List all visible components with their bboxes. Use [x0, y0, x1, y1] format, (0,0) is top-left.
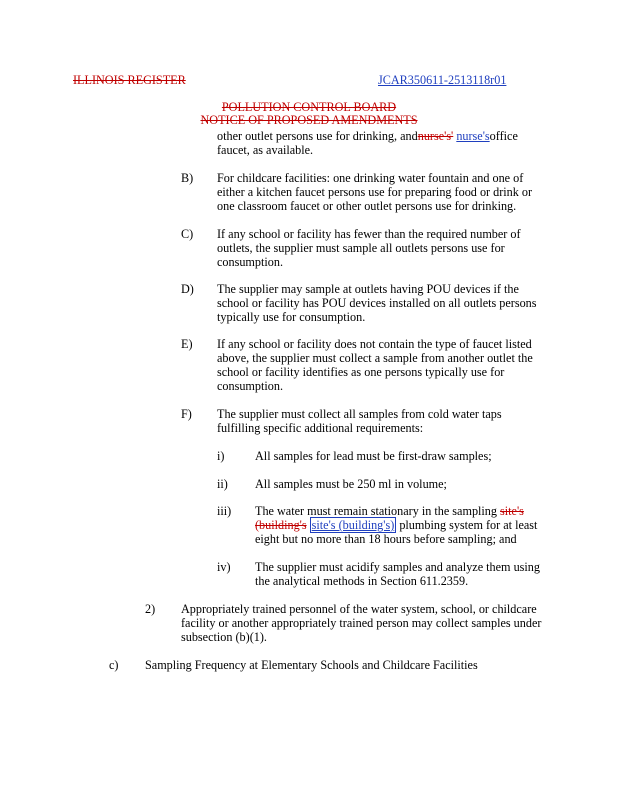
item-d-line: typically use for consumption.: [217, 310, 366, 324]
item-e-line: school or facility identifies as one persons typically use for: [217, 365, 505, 379]
item-2-line: Appropriately trained personnel of the water system, school, or childcare: [181, 602, 537, 616]
register-title: ILLINOIS REGISTER: [73, 73, 186, 87]
agency-heading: POLLUTION CONTROL BOARD: [221, 100, 397, 114]
item-e-line: consumption.: [217, 379, 284, 393]
item-b-line: one classroom faucet or other outlet persons use for drinking.: [217, 199, 517, 213]
deleted-text: nurse's': [417, 129, 454, 143]
subitem-label: ii): [217, 477, 228, 491]
item-c-line: If any school or facility has fewer than the required number of: [217, 227, 521, 241]
item-label: D): [181, 282, 194, 296]
subitem-text: plumbing system for at least: [399, 518, 538, 532]
item-d-line: The supplier may sample at outlets having POU devices if the: [217, 282, 519, 296]
notice-heading: NOTICE OF PROPOSED AMENDMENTS: [200, 113, 418, 127]
section-heading: Sampling Frequency at Elementary Schools and Childcare Facilities: [145, 658, 478, 672]
subitem-label: iv): [217, 560, 231, 574]
item-b-line: either a kitchen faucet persons use for preparing food or drink or: [217, 185, 533, 199]
item-2-line: subsection (b)(1).: [181, 630, 267, 644]
section-label: c): [109, 658, 119, 672]
item-e-line: If any school or facility does not contain the type of faucet listed: [217, 337, 532, 351]
subitem-text: The water must remain stationary in the sampling: [255, 504, 497, 518]
subitem-label: i): [217, 449, 225, 463]
item-c-line: outlets, the supplier must sample all outlets persons use for: [217, 241, 505, 255]
item-b-line: For childcare facilities: one drinking water fountain and one of: [217, 171, 524, 185]
subitem-iv-line: the analytical methods in Section 611.2359.: [255, 574, 469, 588]
deleted-text: site's: [500, 504, 524, 518]
item-e-line: above, the supplier must collect a sample from another outlet the: [217, 351, 533, 365]
inserted-text: site's (building's): [311, 518, 395, 532]
item-label: 2): [145, 602, 156, 616]
subitem-iii-line: [255, 518, 537, 533]
item-label: F): [181, 407, 192, 421]
subitem-iii-line: eight but no more than 18 hours before sampling; and: [255, 532, 517, 546]
subitem-label: iii): [217, 504, 232, 518]
item-label: E): [181, 337, 193, 351]
deleted-text: (building's: [255, 518, 307, 532]
item-label: C): [181, 227, 194, 241]
item-d-line: school or facility has POU devices installed on all outlets persons: [217, 296, 537, 310]
continuation-text: office: [489, 129, 518, 143]
item-label: B): [181, 171, 194, 185]
continuation-line-2: faucet, as available.: [217, 143, 314, 157]
subitem-iv-line: The supplier must acidify samples and analyze them using: [255, 560, 540, 574]
subitem-i-line: All samples for lead must be first-draw samples;: [255, 449, 492, 463]
continuation-line-1: [217, 129, 518, 144]
inserted-text: nurse's: [456, 129, 490, 143]
item-2-line: facility or another appropriately trained person may collect samples under: [181, 616, 542, 630]
document-reference: JCAR350611-2513118r01: [378, 73, 507, 87]
item-c-line: consumption.: [217, 255, 284, 269]
continuation-text: other outlet persons use for drinking, and: [217, 129, 418, 143]
item-f-line: The supplier must collect all samples from cold water taps: [217, 407, 502, 421]
item-f-line: fulfilling specific additional requirements:: [217, 421, 424, 435]
subitem-ii-line: All samples must be 250 ml in volume;: [255, 477, 447, 491]
